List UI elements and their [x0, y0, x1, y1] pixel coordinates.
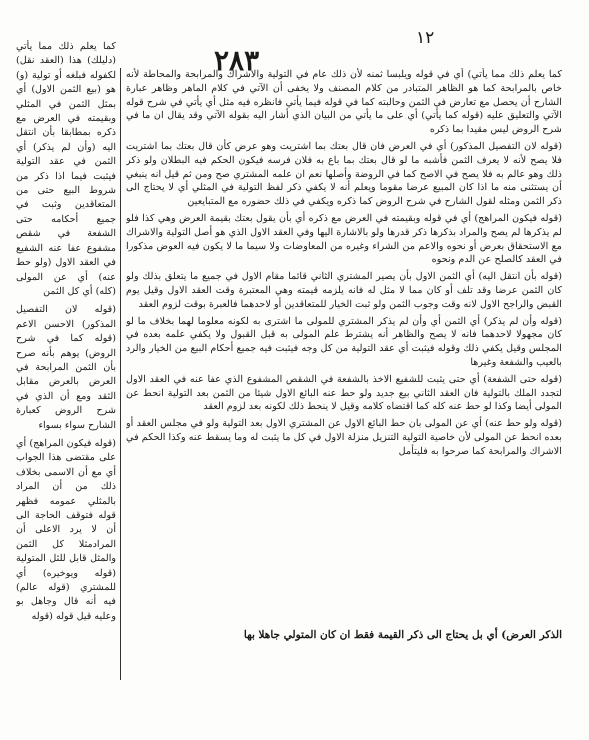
main-text-column: [126, 68, 562, 628]
main-paragraph: (قوله وأن لم يذكر) أي الثمن أي وأن لم يذكر المشتري للمولى ما اشترى به لكونه معلوما لهما بخلاف ما لو كان مجهولا لاحدهما فانه لا يصح والظاهر أنه يشترط علم المولى به قبل القبول ولا يكفي علمه بعده في المجلس وقيل يكفي ذلك وقوله فيثبت أي عقد التولية من كل وجه فيثبت فيه جميع أحكام البيع من الخيار والرد بالعيب والشفعة وغيرها: [126, 315, 562, 368]
main-paragraph: (قوله ولو حط عنه) أي عن المولى بان حط البائع الاول عن المشتري الاول بعد التولية ولو في مجلس العقد أو بعده انحط عن المولى لأن خاصية التولية التنزيل منزلة الاول في كل ما يثبت له وما يسقط عنه وكذا الحكم في الاشراك والمرابحة كما صرحوا به فليتأمل: [126, 418, 562, 457]
side-paragraph: (قوله فيكون المراهج) أي على مقتضى هذا الجواب أي مع أن الاسمى بخلاف ذلك من أن المراد بالمثلي عمومه فظهر قوله فتوقف الحاجة الى أن لا يرد الاعلى أن المرادمثلا كل الثمن والمثل قابل للثل المتولية (قوله ويوخيره) أي للمشتري (قوله عالم) فيه أنه قال وجاهل بو وعليه قيل قوله (قوله: [16, 437, 116, 622]
main-paragraph: كما يعلم ذلك مما يأتي) أي في قوله ويلبسا ثمنه لأن ذلك عام في التولية والاشراك والمرابحة والمحاطة لأنه خاص بالمرابحة كما هو الظاهر المتبادر من كلام المصنف ولا يخفى أن الآتي في كلام الماهر وظاهر عبارة الشارح أن يحصل مع تعارض في الثمن وحالبته كما في قوله فيما يأتي فانظره فيه مثل أي يأتي في شرح قوله الآتي والتعليق عليه (قوله كما يأتي) أي على ما يأتي من البيان الذي أشار اليه بقوله الآتي وقد يقال ان ما في شرح الروض ليس مقيدا بما ذكره: [126, 69, 562, 136]
main-paragraph: (قوله فيكون المراهج) أي في قوله وبقيمته في العرض مع ذكره أي بأن يقول بعتك بقيمة العرض وهي كذا فلو لم يذكرها لم يصح والمراد بذكرها ذكر قدرها ولو بالاشارة اليها وفي العقد الاول الذي هو أصل التولية والاشراك مع الاستحقاق بعرض أو نحوه والاعم من الشراء وغيره من المعاوضات ولا سيما ما لا يكون فيه العوض مذكورا في العقد كالصلح عن الدم ونحوه: [126, 212, 562, 266]
page-number: ٢٨٣: [214, 44, 260, 77]
column-divider: [120, 68, 121, 680]
corner-mark: ١٢: [416, 28, 435, 48]
side-commentary-column: [16, 40, 116, 680]
bottom-line: الذكر العرض) أي بل يحتاج الى ذكر القيمة فقط ان كان المتولي جاهلا بها: [243, 629, 562, 641]
main-paragraph: (قوله لان التفصيل المذكور) أي في العرض فان قال بعتك بما اشتريت وهو عرض كأن قال بعتك بما اشتريت فلا يصح لأنه لا يعرف الثمن فأشبه ما لو قال بعتك بما باع به فلان فرسه فيكون الحكم فيه البطلان ولو ذكر ذلك وهو عالم به فلا يصح في الاصح كما في الروضة وأصلها نعم ان علمه المشتري صح ومن ثم قيل انه ينبغي أن يستثنى منه ما اذا كان المبيع عرضا مقوما ويعلم أنه لا يكفي ذكر لفظ التولية في المثلي أي لا يحتاج الى ذكر الثمن ومثله لقول الشارح في شرح الروض كما ذكره ويكفي في ذلك حضوره مع المتبايعين: [126, 140, 562, 208]
side-paragraph: كما يعلم ذلك مما يأتي (دليلك) هذا (العقد نقل) لكفوله فبلغه أو تولية (و) هو (بيع الثمن الاول) أي بمثل الثمن في المثلي وبقيمته في العرض مع ذكره بمطابقا بأن انتقل اليه (وأن لم يذكر) أي الثمن في عقد التولية فيثبت فيما اذا ذكر من شروط البيع حتى من المتعاقدين وثبت في جميع أحكامه حتى الشفعة في شقص مشفوع عفا عنه الشفيع في العقد الاول (ولو حط عنه) أي عن المولى (كله) أي كل الثمن: [16, 41, 116, 297]
main-paragraph: (قوله بأن انتقل اليه) أي الثمن الاول بأن يصير المشتري الثاني قائما مقام الاول في جميع ما يتعلق بذلك ولو كان الثمن عرضا وقد تلف أو كان مما لا مثل له فانه يلزمه قيمته وهي المعتبرة وقت العقد الاول وقيل يوم القبض والراجح الاول لانه وقت وجوب الثمن ولو ثبت الخيار للمتعاقدين أو لاحدهما فالعبرة بوقت لزوم العقد: [126, 271, 562, 310]
side-paragraph: (قوله لان التفصيل المذكور) الاحسن الاعم (قوله كما في شرح الروض) يوهم بأنه صرح بأن الثمن المرابحة في العرض بالعرض مقابل الثقد ومع أن الذي في شرح الروض كعبارة الشارح سواء بسواء: [16, 304, 116, 431]
main-paragraph: (قوله حتى الشفعة) أي حتى يثبت للشفيع الاخذ بالشفعة في الشقص المشفوع الذي عفا عنه في العقد الاول لتجدد الملك بالتولية فان العقد الثاني بيع جديد ولو حط عنه البائع الاول شيئا من الثمن بعد التولية انحط عن المولى أيضا وكذا لو حط عنه كله كما اقتضاه كلامه وقيل لا ينحط ذلك لكونه بعد لزوم العقد: [126, 373, 562, 413]
